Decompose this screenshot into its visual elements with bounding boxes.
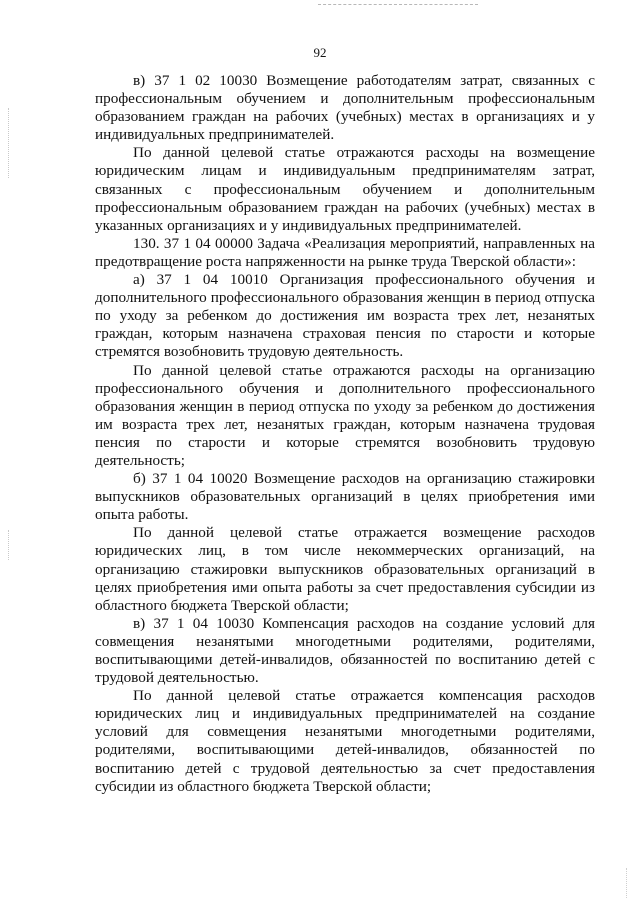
- paragraph: в) 37 1 04 10030 Компенсация расходов на создание условий для совмещения незанятыми многодетными родителями, родителями, воспитывающими детей-инвалидов, обязанностей по воспитанию детей с трудовой деятельностью.: [95, 614, 595, 687]
- paragraph: По данной целевой статье отражаются расходы на возмещение юридическим лицам и индивидуальным предпринимателям затрат, связанных с профессиональным обучением и дополнительным профессиональным образованием граждан на рабочих (учебных) местах в указанных организациях и у индивидуальных предпринимателей.: [95, 144, 595, 234]
- paragraph: По данной целевой статье отражается возмещение расходов юридических лиц, в том числе некоммерческих организаций, на организацию стажировки выпускников образовательных организаций в целях приобретения ими опыта работы за счет предоставления субсидии из областного бюджета Тверской области;: [95, 524, 595, 614]
- paragraph: а) 37 1 04 10010 Организация профессионального обучения и дополнительного профессионального образования женщин в период отпуска по уходу за ребенком до достижения им возраста трех лет, незанятых граждан, которым назначена страховая пенсия по старости и которые стремятся возобновить трудовую деятельность.: [95, 271, 595, 361]
- paragraph: б) 37 1 04 10020 Возмещение расходов на организацию стажировки выпускников образовательных организаций в целях приобретения ими опыта работы.: [95, 470, 595, 524]
- paragraph: в) 37 1 02 10030 Возмещение работодателям затрат, связанных с профессиональным обучением и дополнительным профессиональным образованием граждан на рабочих (учебных) местах в организациях и у индивидуальных предпринимателей.: [95, 72, 595, 144]
- document-body: [95, 72, 595, 796]
- scan-artifact-bottom: [626, 868, 628, 898]
- paragraph: По данной целевой статье отражается компенсация расходов юридических лиц и индивидуальных предпринимателей на создание условий для совмещения незанятыми многодетными родителями, родителями, воспитывающими детей-инвалидов, обязанностей по воспитанию детей с трудовой деятельностью за счет предоставления субсидии из областного бюджета Тверской области;: [95, 687, 595, 795]
- scan-artifact-left-lower: [8, 530, 10, 560]
- paragraph: 130. 37 1 04 00000 Задача «Реализация мероприятий, направленных на предотвращение роста напряженности на рынке труда Тверской области»:: [95, 234, 595, 270]
- scan-artifact-left: [8, 108, 10, 178]
- paragraph: По данной целевой статье отражаются расходы на организацию профессионального обучения и дополнительного профессионального образования женщин в период отпуска по уходу за ребенком до достижения им возраста трех лет, незанятых граждан, которым назначена трудовая пенсия по старости и которые стремятся возобновить трудовую деятельность;: [95, 361, 595, 469]
- scan-artifact-top: [318, 4, 478, 6]
- page-number: 92: [313, 45, 327, 60]
